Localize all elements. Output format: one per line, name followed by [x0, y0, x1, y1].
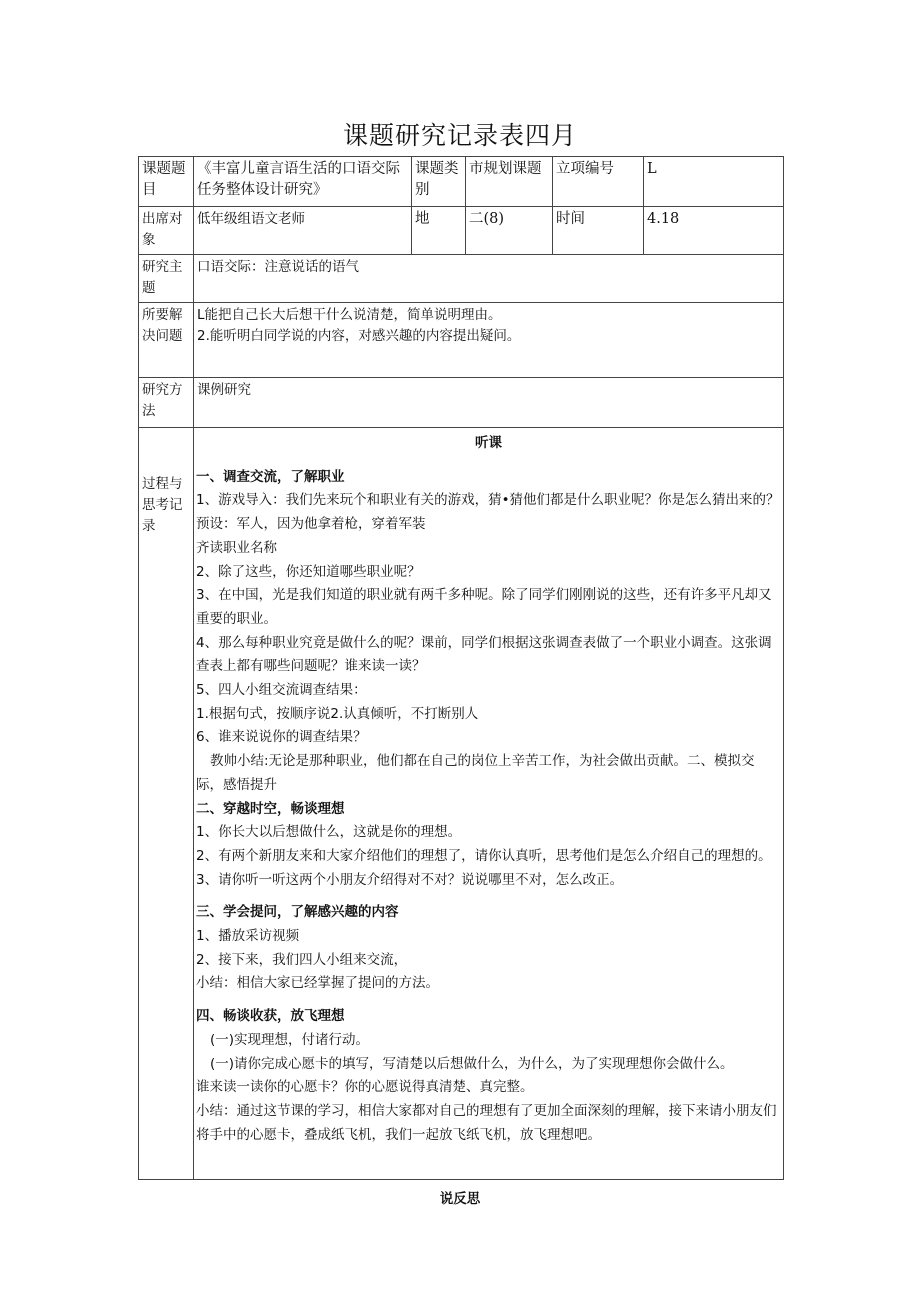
category-value: 市规划课题: [466, 157, 553, 207]
process-line: 谁来读一读你的心愿卡？你的心愿说得真清楚、真完整。: [196, 1079, 534, 1096]
method-label: 研究方法: [139, 378, 194, 428]
location-label: 地: [412, 207, 466, 255]
time-label: 时间: [553, 207, 644, 255]
problems-label: 所要解决问题: [139, 303, 194, 378]
process-line: (一)请你完成心愿卡的填写，写清楚以后想做什么，为什么，为了实现理想你会做什么。: [210, 1055, 734, 1072]
attendees-value: 低年级组语文老师: [194, 207, 412, 255]
process-line: 2、有两个新朋友来和大家介绍他们的理想了，请你认真听，思考他们是怎么介绍自己的理想的。: [196, 847, 772, 864]
row-method: [139, 378, 784, 428]
process-line: 4、那么每种职业究竟是做什么的呢？课前，同学们根据这张调查表做了一个职业小调查。这张调查表上都有哪些问题呢？谁来读一读？: [196, 634, 772, 675]
process-line: 3、在中国，光是我们知道的职业就有两千多种呢。除了同学们刚刚说的这些，还有许多平凡却又重要的职业。: [196, 587, 772, 627]
number-value: L: [644, 157, 784, 207]
row-process: [139, 428, 784, 1180]
reflection-heading: 说反思: [439, 1191, 481, 1207]
time-value: 4.18: [644, 207, 784, 255]
process-line: 2、除了这些，你还知道哪些职业呢？: [196, 563, 421, 580]
process-line: 小结：通过这节课的学习，相信大家都对自己的理想有了更加全面深刻的理解，接下来请小朋友们将手中的心愿卡，叠成纸飞机，我们一起放飞纸飞机，放飞理想吧。: [196, 1102, 777, 1143]
section-heading: 四、畅谈收获，放飞理想: [196, 1008, 345, 1025]
process-label: 过程与思考记录: [139, 428, 194, 1180]
number-label: 立项编号: [553, 157, 644, 207]
row-research-topic: [139, 255, 784, 303]
research-topic-value: 口语交际：注意说话的语气: [194, 255, 784, 303]
section-heading: 三、学会提问，了解感兴趣的内容: [196, 904, 399, 921]
row-attendees: [139, 207, 784, 255]
research-topic-label: 研究主题: [139, 255, 194, 303]
process-line: 6、谁来说说你的调查结果？: [196, 729, 367, 746]
problem-item: L能把自己长大后想干什么说清楚，简单说明理由。: [197, 307, 502, 323]
process-line: 1、你长大以后想做什么，这就是你的理想。: [196, 824, 462, 841]
topic-value: 《丰富儿童言语生活的口语交际任务整体设计研究》: [194, 157, 412, 207]
topic-label: 课题题目: [139, 157, 194, 207]
process-line: 小结：相信大家已经掌握了提问的方法。: [196, 975, 439, 992]
process-line: 1、播放采访视频: [196, 928, 300, 945]
category-label: 课题类别: [412, 157, 466, 207]
row-topic: [139, 157, 784, 207]
method-value: 课例研究: [194, 378, 784, 428]
process-heading: 听课: [475, 435, 502, 451]
location-value: 二(8): [466, 207, 553, 255]
process-line: 1.根据句式，按顺序说2.认真倾听，不打断别人: [196, 705, 479, 722]
record-table: [138, 156, 784, 1180]
section-heading: 二、穿越时空，畅谈理想: [196, 800, 345, 817]
section-heading: 一、调查交流，了解职业: [196, 468, 345, 485]
process-line: (一)实现理想，付诸行动。: [210, 1031, 370, 1048]
row-problems: [139, 303, 784, 378]
process-line: 齐读职业名称: [196, 539, 277, 556]
process-line: 5、四人小组交流调查结果：: [196, 682, 367, 699]
process-line: 教帅小结:无论是那种职业，他们都在自己的岗位上辛苦工作，为社会做出贡献。二、模拟交际，感悟提升: [196, 753, 755, 793]
process-content: [194, 428, 784, 1180]
problems-list: [194, 303, 784, 378]
process-line: 1、游戏导入：我们先来玩个和职业有关的游戏，猜•猜他们都是什么职业呢？你是怎么猜出来的？: [196, 492, 780, 509]
process-line: 3、请你听一听这两个小朋友介绍得对不对？说说哪里不对，怎么改正。: [196, 871, 624, 888]
page-title: 课题研究记录表四月: [342, 121, 577, 150]
process-line: 预设：军人，因为他拿着枪，穿着军装: [196, 516, 426, 533]
problem-item: 2.能听明白同学说的内容，对感兴趣的内容提出疑问。: [197, 328, 521, 344]
attendees-label: 出席对象: [139, 207, 194, 255]
process-line: 2、接下来，我们四人小组来交流，: [196, 951, 408, 968]
